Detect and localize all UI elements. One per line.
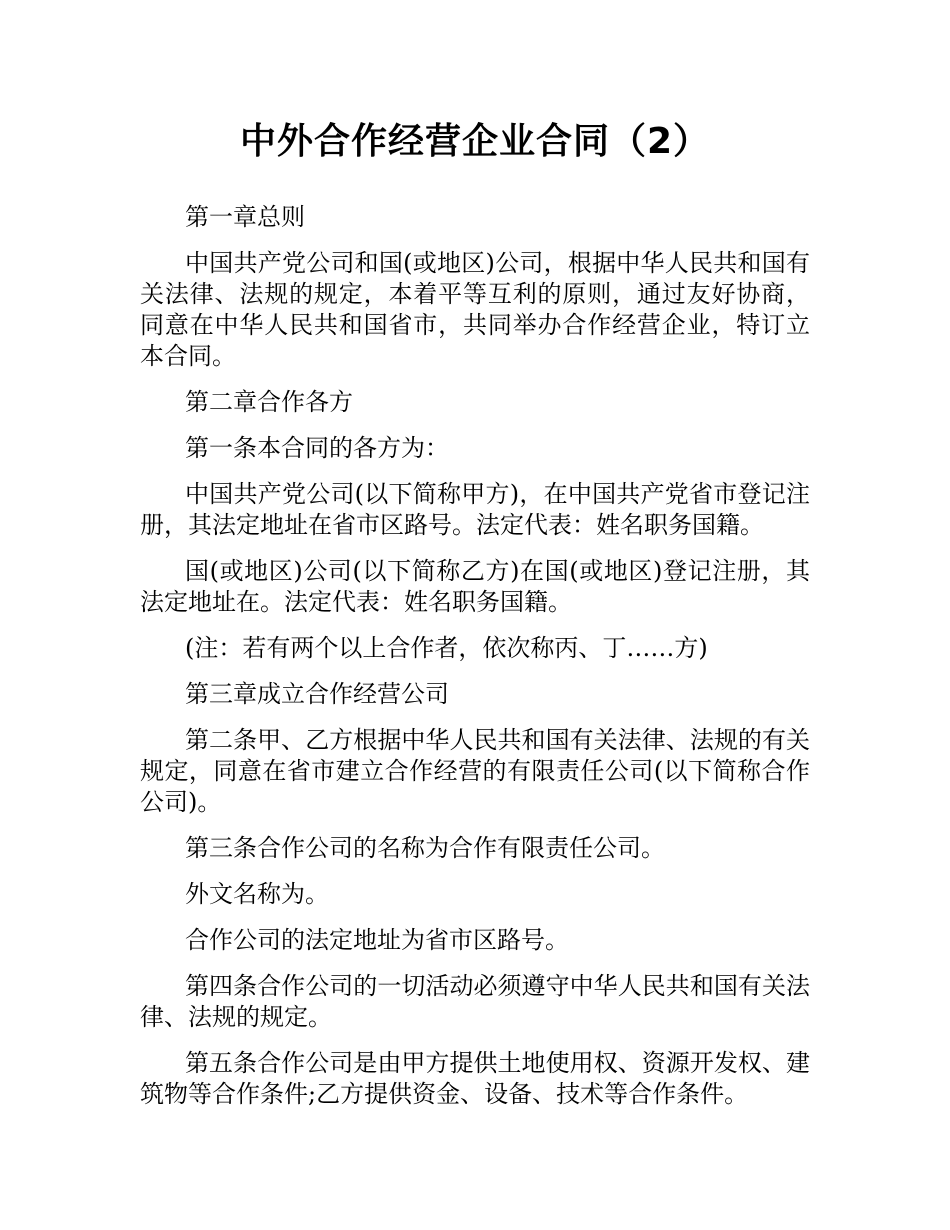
paragraph-preamble: 中国共产党公司和国(或地区)公司，根据中华人民共和国有关法律、法规的规定，本着平等互利的原则，通过友好协商，同意在中华人民共和国省市，共同举办合作经营企业，特订立本合同。 bbox=[140, 249, 810, 370]
paragraph-chapter-3-heading: 第三章成立合作经营公司 bbox=[185, 680, 449, 708]
paragraph-article-3: 第三条合作公司的名称为合作有限责任公司。 bbox=[185, 834, 665, 862]
paragraph-party-a: 中国共产党公司(以下简称甲方)，在中国共产党省市登记注册，其法定地址在省市区路号。法定代表：姓名职务国籍。 bbox=[140, 480, 810, 539]
paragraph-chapter-1-heading: 第一章总则 bbox=[185, 203, 305, 231]
paragraph-article-5: 第五条合作公司是由甲方提供土地使用权、资源开发权、建筑物等合作条件;乙方提供资金、设备、技术等合作条件。 bbox=[140, 1049, 810, 1108]
paragraph-article-2: 第二条甲、乙方根据中华人民共和国有关法律、法规的有关规定，同意在省市建立合作经营的有限责任公司(以下简称合作公司)。 bbox=[140, 726, 810, 816]
paragraph-note: (注：若有两个以上合作者，依次称丙、丁……方) bbox=[185, 634, 708, 662]
paragraph-foreign-name: 外文名称为。 bbox=[185, 880, 329, 908]
paragraph-article-4: 第四条合作公司的一切活动必须遵守中华人民共和国有关法律、法规的规定。 bbox=[140, 972, 810, 1031]
paragraph-party-b: 国(或地区)公司(以下简称乙方)在国(或地区)登记注册，其法定地址在。法定代表：姓名职务国籍。 bbox=[140, 557, 810, 616]
paragraph-article-1: 第一条本合同的各方为： bbox=[185, 434, 449, 462]
document-title: 中外合作经营企业合同（2） bbox=[239, 121, 711, 162]
paragraph-chapter-2-heading: 第二章合作各方 bbox=[185, 388, 353, 416]
document-body bbox=[140, 202, 810, 1125]
paragraph-legal-address: 合作公司的法定地址为省市区路号。 bbox=[185, 926, 569, 954]
